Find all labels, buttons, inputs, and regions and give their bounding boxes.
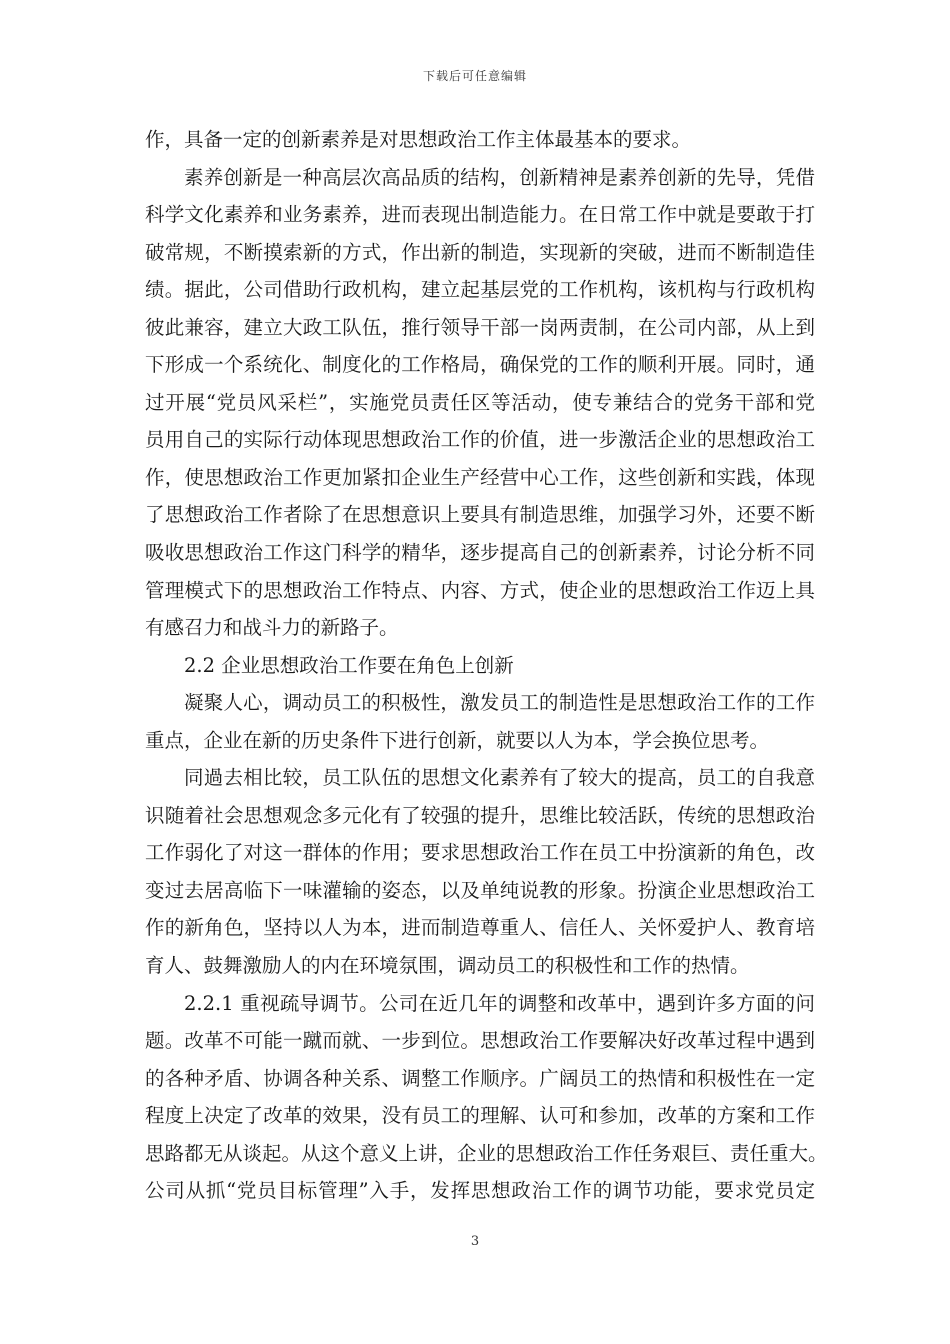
text-line: 下形成一个系统化、制度化的工作格局，确保党的工作的顺利开展。同时，通 [145,353,815,377]
section-heading: 2.2 企业思想政治工作要在角色上创新 [184,653,514,677]
text-line: 破常规，不断摸索新的方式，作出新的制造，实现新的突破，进而不断制造佳 [145,240,815,264]
text-line: 素养创新是一种高层次高品质的结构，创新精神是素养创新的先导，凭借 [184,165,815,189]
text-line: 识随着社会思想观念多元化有了较强的提升，思维比较活跃，传统的思想政治 [145,803,815,827]
document-body [145,121,828,1210]
page-number: 3 [470,1234,480,1249]
page-header: 下载后可任意编辑 [422,69,527,83]
text-line: 员用自己的实际行动体现思想政治工作的价值，进一步激活企业的思想政治工 [145,428,815,452]
text-line: 同過去相比较，员工队伍的思想文化素养有了较大的提高，员工的自我意 [184,766,815,790]
text-line: 的各种矛盾、协调各种关系、调整工作顺序。广阔员工的热情和积极性在一定 [145,1066,815,1090]
text-line: 作的新角色，坚持以人为本，进而制造尊重人、信任人、关怀爱护人、教育培 [145,916,815,940]
text-line: 作，使思想政治工作更加紧扣企业生产经营中心工作，这些创新和实践，体现 [145,465,815,489]
text-line: 过开展“党员风采栏”，实施党员责任区等活动，使专兼结合的党务干部和党 [145,390,815,414]
text-line: 科学文化素养和业务素养，进而表现出制造能力。在日常工作中就是要敢于打 [145,203,815,227]
text-line: 了思想政治工作者除了在思想意识上要具有制造思维，加强学习外，还要不断 [145,503,815,527]
text-line: 题。改革不可能一蹴而就、一步到位。思想政治工作要解决好改革过程中遇到 [145,1029,815,1053]
text-line: 2.2.1 重视疏导调节。公司在近几年的调整和改革中，遇到许多方面的问 [184,991,815,1015]
text-line: 变过去居高临下一味灌输的姿态，以及单纯说教的形象。扮演企业思想政治工 [145,878,815,902]
text-line: 育人、鼓舞激励人的内在环境氛围，调动员工的积极性和工作的热情。 [145,954,750,978]
text-line: 思路都无从谈起。从这个意义上讲，企业的思想政治工作任务艰巨、责任重大。 [145,1141,828,1165]
text-line: 公司从抓“党员目标管理”入手，发挥思想政治工作的调节功能，要求党员定 [145,1179,815,1203]
text-line: 凝聚人心，调动员工的积极性，激发员工的制造性是思想政治工作的工作 [184,691,815,715]
text-line: 有感召力和战斗力的新路子。 [145,616,399,640]
text-line: 管理模式下的思想政治工作特点、内容、方式，使企业的思想政治工作迈上具 [145,578,815,602]
text-line: 作，具备一定的创新素养是对思想政治工作主体最基本的要求。 [145,128,692,151]
text-line: 重点，企业在新的历史条件下进行创新，就要以人为本，学会换位思考。 [145,728,770,752]
text-line: 彼此兼容，建立大政工队伍，推行领导干部一岗两责制，在公司内部，从上到 [145,315,815,339]
text-line: 绩。据此，公司借助行政机构，建立起基层党的工作机构，该机构与行政机构 [145,278,815,302]
text-line: 工作弱化了对这一群体的作用；要求思想政治工作在员工中扮演新的角色，改 [145,841,815,865]
text-line: 吸收思想政治工作这门科学的精华，逐步提高自己的创新素养，讨论分析不同 [145,541,815,565]
text-line: 程度上决定了改革的效果，没有员工的理解、认可和参加，改革的方案和工作 [145,1104,815,1128]
